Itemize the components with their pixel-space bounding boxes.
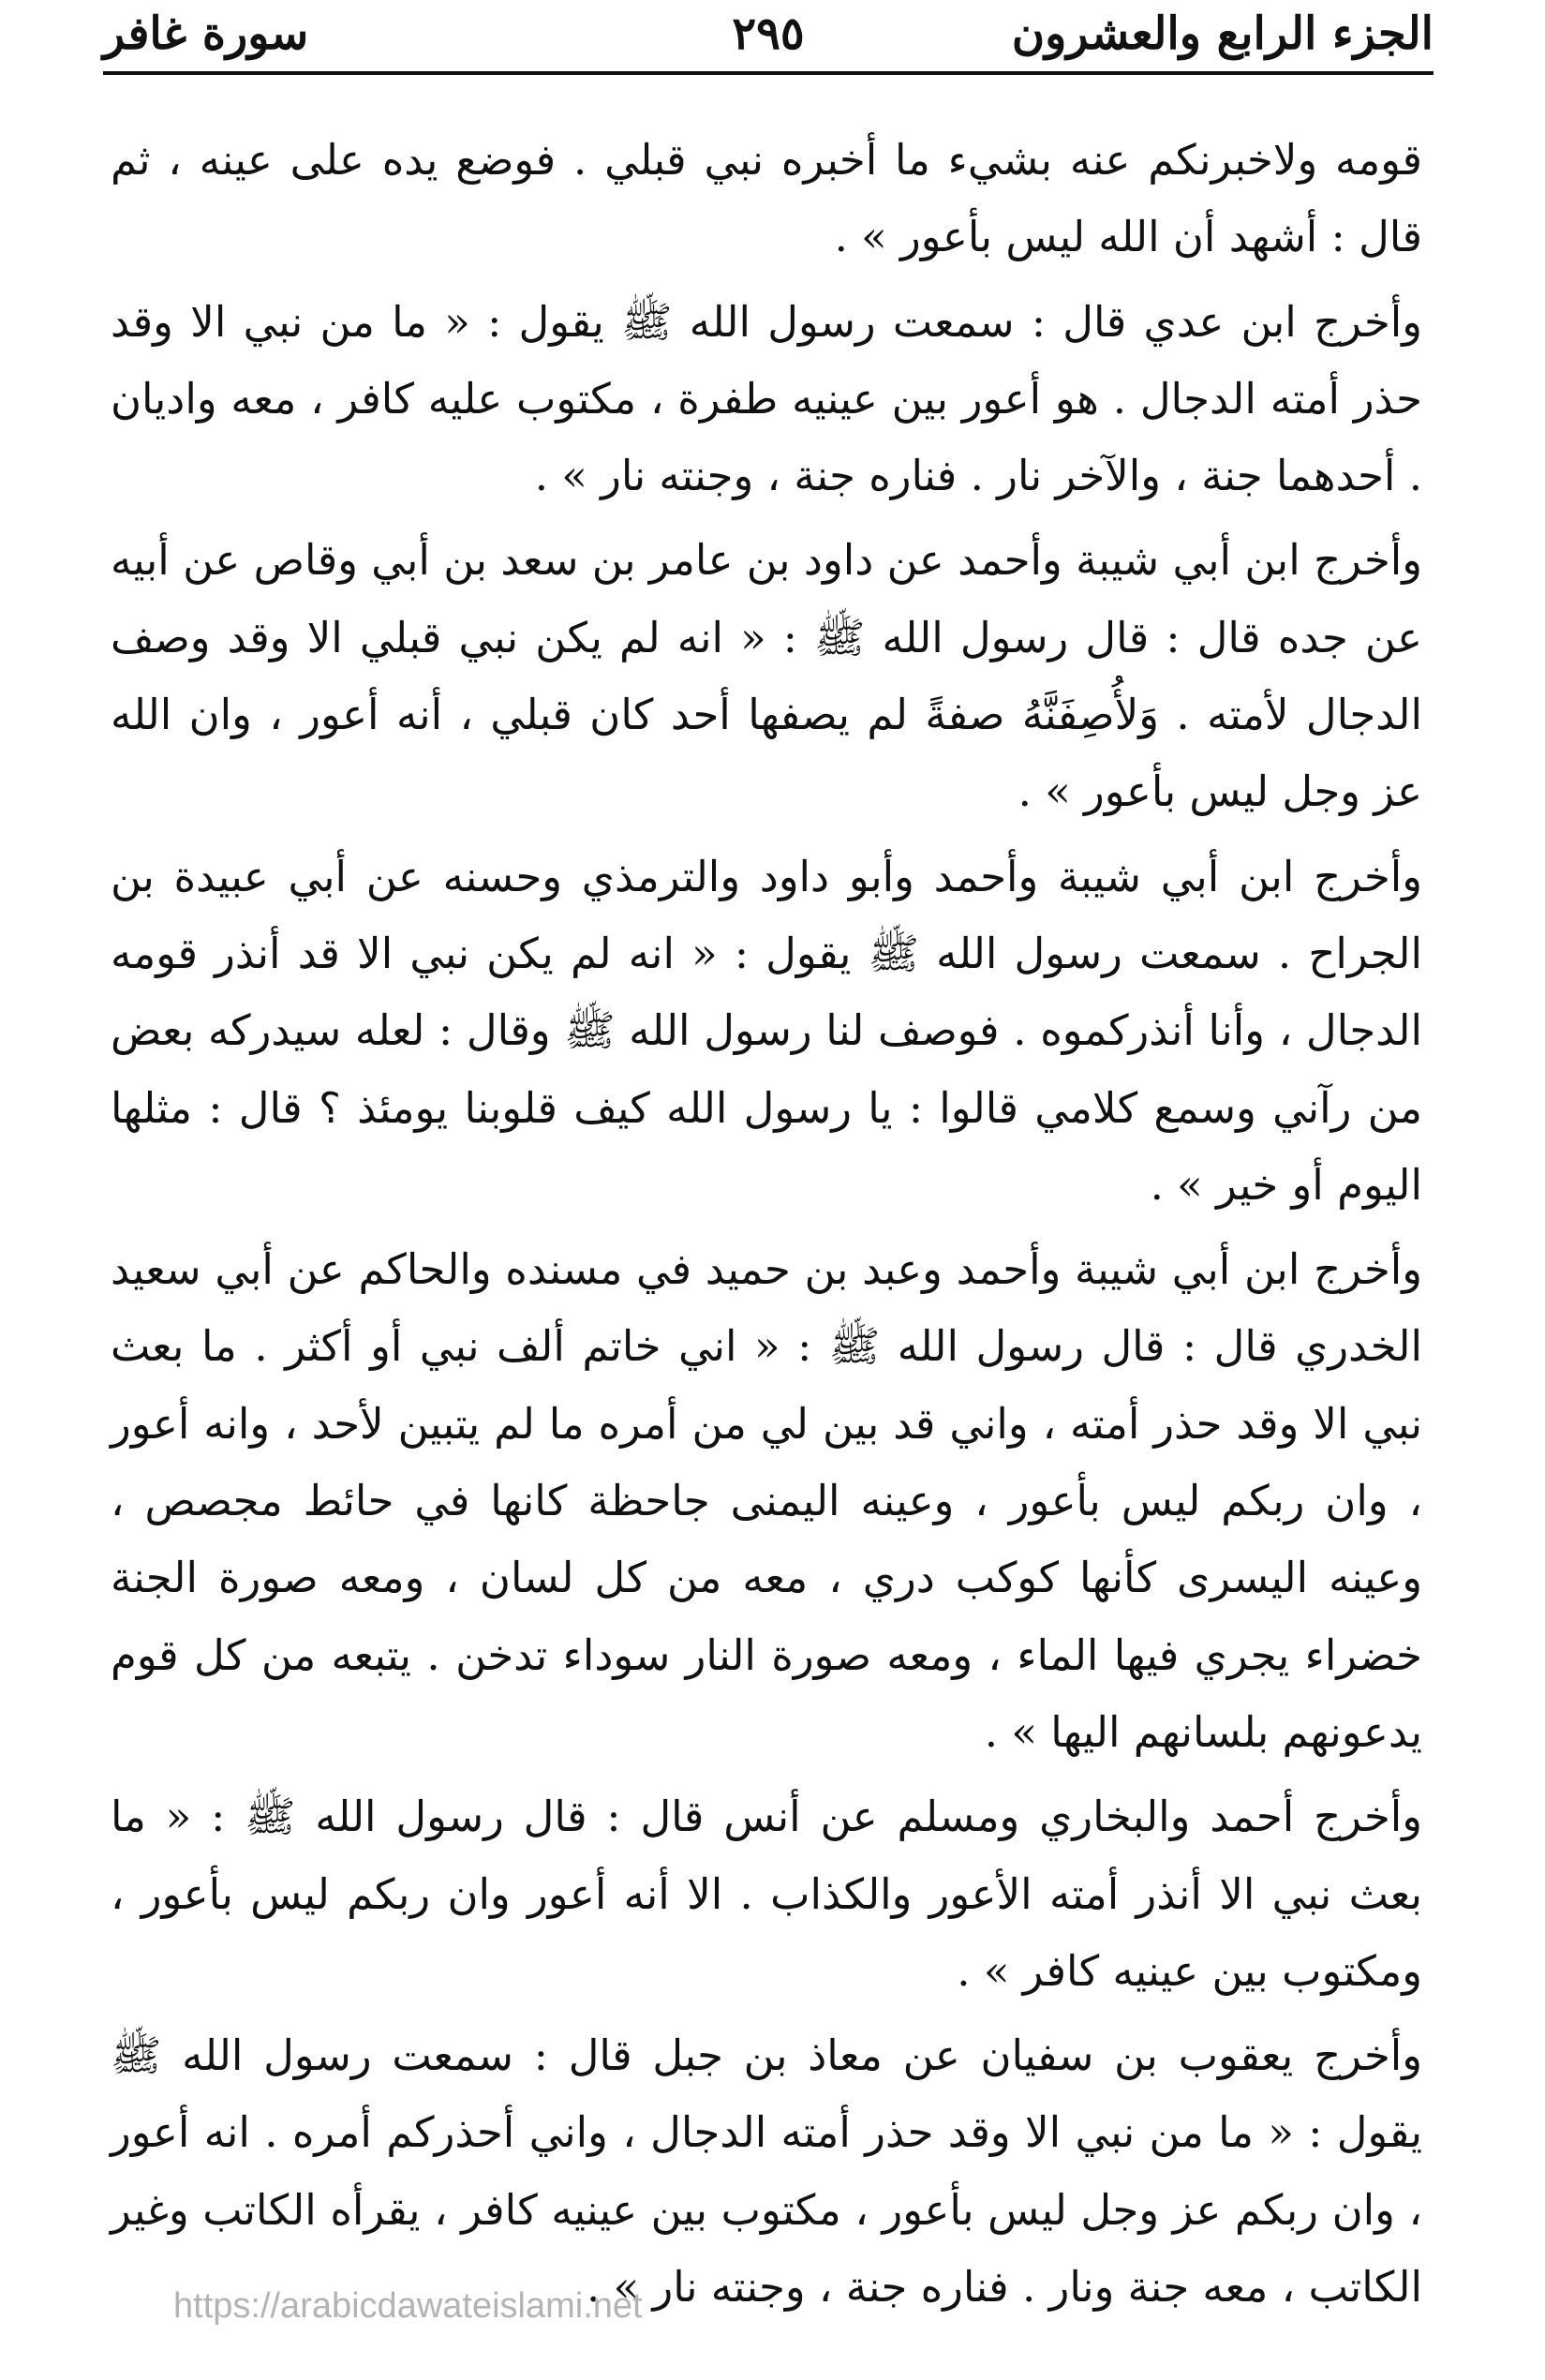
paragraph: وأخرج ابن أبي شيبة وأحمد وأبو داود والترمذي وحسنه عن أبي عبيدة بن الجراح . سمعت رسول الله ﷺ يقول : « انه لم يكن نبي الا قد أنذر قومه الدجال ، وأنا أنذركموه . فوصف لنا رسول الله ﷺ وقال : لعله سيدركه بعض من رآني وسمع كلامي قالوا : يا رسول الله كيف قلوبنا يومئذ ؟ قال : مثلها اليوم أو خير » . xyxy=(111,851,1422,1210)
paragraph: وأخرج ابن عدي قال : سمعت رسول الله ﷺ يقول : « ما من نبي الا وقد حذر أمته الدجال . هو أعور بين عينيه طفرة ، مكتوب عليه كافر ، معه واديان . أحدهما جنة ، والآخر نار . فناره جنة ، وجنته نار » . xyxy=(111,296,1422,501)
watermark-url: https://arabicdawateislami.net xyxy=(173,2286,643,2326)
page-number: ٢٩٥ xyxy=(732,7,805,60)
header-rule xyxy=(103,71,1434,75)
paragraph: وأخرج يعقوب بن سفيان عن معاذ بن جبل قال : سمعت رسول الله ﷺ يقول : « ما من نبي الا وقد حذر أمته الدجال ، واني أحذركم أمره . انه أعور ، وان ربكم عز وجل ليس بأعور ، مكتوب بين عينيه كافر ، يقرأه الكاتب وغير الكاتب ، معه جنة ونار . فناره جنة ، وجنته نار » . xyxy=(111,2030,1422,2313)
paragraph: وأخرج أحمد والبخاري ومسلم عن أنس قال : قال رسول الله ﷺ : « ما بعث نبي الا أنذر أمته الأعور والكذاب . الا أنه أعور وان ربكم ليس بأعور ، ومكتوب بين عينيه كافر » . xyxy=(111,1792,1422,1996)
paragraph: وأخرج ابن أبي شيبة وأحمد عن داود بن عامر بن سعد بن أبي وقاص عن أبيه عن جده قال : قال رسول الله ﷺ : « انه لم يكن نبي قبلي الا وقد وصف الدجال لأمته . وَلأُصِفَنَّهُ صفةً لم يصفها أحد كان قبلي ، أنه أعور ، وان الله عز وجل ليس بأعور » . xyxy=(111,535,1422,817)
surah-title: سورة غافر xyxy=(103,7,309,60)
paragraph: قومه ولاخبرنكم عنه بشيء ما أخبره نبي قبلي . فوضع يده على عينه ، ثم قال : أشهد أن الله ليس بأعور » . xyxy=(111,135,1422,262)
part-title: الجزء الرابع والعشرون xyxy=(1011,7,1434,60)
paragraph: وأخرج ابن أبي شيبة وأحمد وعبد بن حميد في مسنده والحاكم عن أبي سعيد الخدري قال : قال رسول الله ﷺ : « اني خاتم ألف نبي أو أكثر . ما بعث نبي الا وقد حذر أمته ، واني قد بين لي من أمره ما لم يتبين لأحد ، وانه أعور ، وان ربكم ليس بأعور ، وعينه اليمنى جاحظة كانها في حائط مجصص ، وعينه اليسرى كأنها كوكب دري ، معه من كل لسان ، ومعه صورة الجنة خضراء يجري فيها الماء ، ومعه صورة النار سوداء تدخن . يتبعه من كل قوم يدعونهم بلسانهم اليها » . xyxy=(111,1244,1422,1757)
page-header xyxy=(103,0,1434,75)
page-body xyxy=(111,122,1422,2326)
